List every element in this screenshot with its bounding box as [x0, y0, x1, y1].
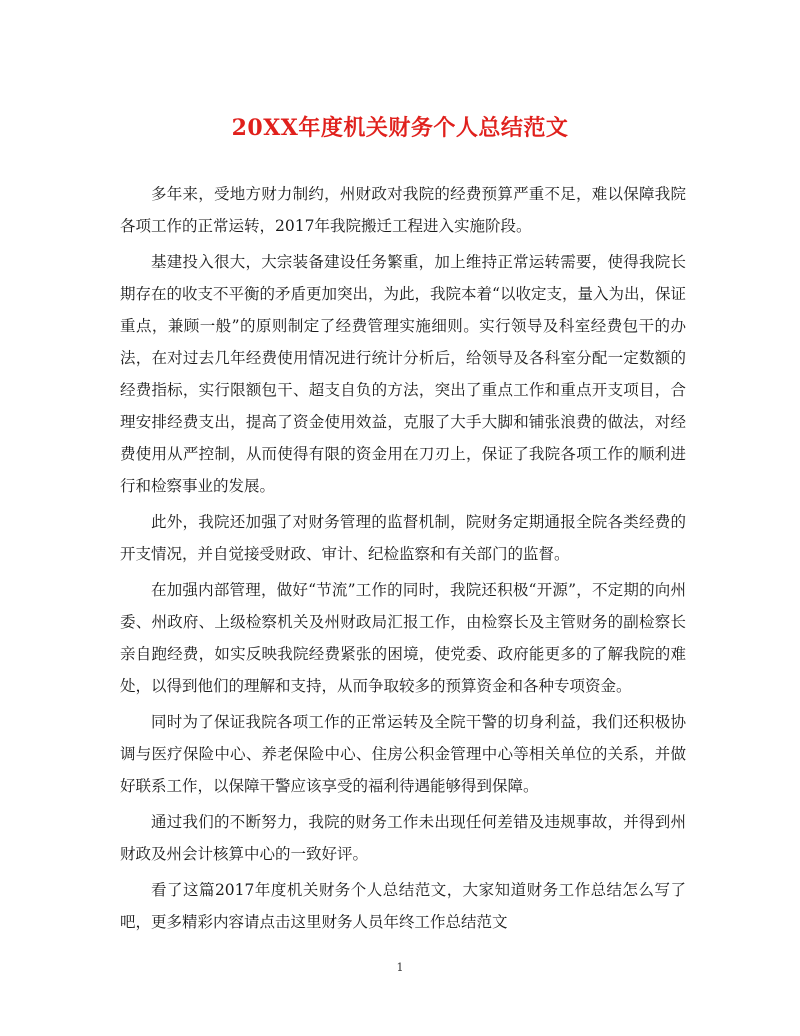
paragraph-2: 基建投入很大，大宗装备建设任务繁重，加上维持正常运转需要，使得我院长期存在的收支不平衡的矛盾更加突出，为此，我院本着“以收定支，量入为出，保证重点，兼顾一般”的原则制定了经费管理实施细则。实行领导及科室经费包干的办法，在对过去几年经费使用情况进行统计分析后，给领导及各科室分配一定数额的经费指标，实行限额包干、超支自负的方法，突出了重点工作和重点开支项目，合理安排经费支出，提高了资金使用效益，克服了大手大脚和铺张浪费的做法，对经费使用从严控制，从而使得有限的资金用在刀刃上，保证了我院各项工作的顺利进行和检察事业的发展。 — [120, 253, 686, 495]
paragraph-7: 看了这篇2017年度机关财务个人总结范文，大家知道财务工作总结怎么写了吧，更多精彩内容请点击这里财务人员年终工作总结范文 — [120, 881, 686, 931]
paragraph-6: 通过我们的不断努力，我院的财务工作未出现任何差错及违规事故，并得到州财政及州会计核算中心的一致好评。 — [120, 813, 686, 863]
paragraph-1: 多年来，受地方财力制约，州财政对我院的经费预算严重不足，难以保障我院各项工作的正常运转，2017年我院搬迁工程进入实施阶段。 — [120, 185, 686, 235]
page-number: 1 — [396, 961, 404, 974]
paragraph-3: 此外，我院还加强了对财务管理的监督机制，院财务定期通报全院各类经费的开支情况，并自觉接受财政、审计、纪检监察和有关部门的监督。 — [120, 513, 686, 563]
document-body — [120, 178, 686, 942]
paragraph-5: 同时为了保证我院各项工作的正常运转及全院干警的切身利益，我们还积极协调与医疗保险中心、养老保险中心、住房公积金管理中心等相关单位的关系，并做好联系工作，以保障干警应该享受的福利待遇能够得到保障。 — [120, 713, 686, 795]
document-title: 20XX年度机关财务个人总结范文 — [231, 115, 569, 141]
paragraph-4: 在加强内部管理，做好“节流”工作的同时，我院还积极“开源”，不定期的向州委、州政府、上级检察机关及州财政局汇报工作，由检察长及主管财务的副检察长亲自跑经费，如实反映我院经费紧张的困境，使党委、政府能更多的了解我院的难处，以得到他们的理解和支持，从而争取较多的预算资金和各种专项资金。 — [120, 581, 686, 695]
